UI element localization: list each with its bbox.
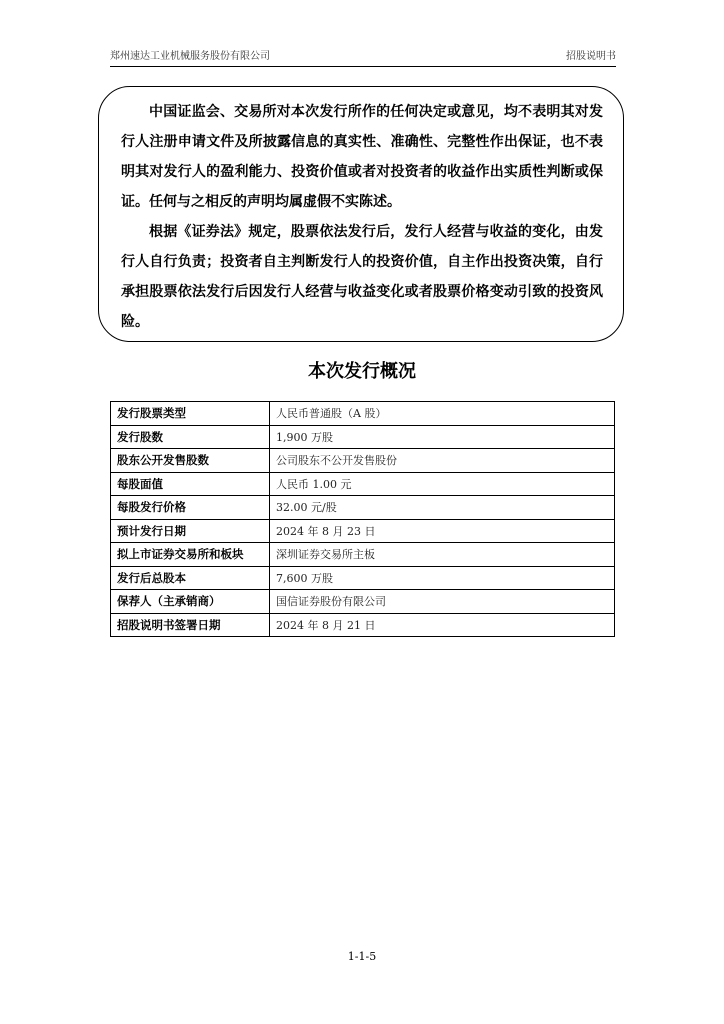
table-row: [111, 613, 615, 637]
row-value: 人民币 1.00 元: [270, 472, 615, 496]
row-label: 招股说明书签署日期: [111, 613, 270, 637]
row-label: 发行股数: [111, 425, 270, 449]
header-company-name: 郑州速达工业机械服务股份有限公司: [110, 51, 270, 62]
notice-paragraph: 中国证监会、交易所对本次发行所作的任何决定或意见，均不表明其对发行人注册申请文件及所披露信息的真实性、准确性、完整性作出保证，也不表明其对发行人的盈利能力、投资价值或者对投资者的收益作出实质性判断或保证。任何与之相反的声明均属虚假不实陈述。: [121, 104, 603, 210]
page-number: 1-1-5: [347, 950, 377, 963]
row-label: 发行股票类型: [111, 402, 270, 426]
row-value: 1,900 万股: [270, 425, 615, 449]
table-row: [111, 566, 615, 590]
row-value: 7,600 万股: [270, 566, 615, 590]
row-value: 国信证券股份有限公司: [270, 590, 615, 614]
row-label: 每股面值: [111, 472, 270, 496]
page-header: [110, 50, 616, 67]
row-label: 股东公开发售股数: [111, 449, 270, 473]
table-row: [111, 519, 615, 543]
notice-paragraph: 根据《证券法》规定，股票依法发行后，发行人经营与收益的变化，由发行人自行负责；投资者自主判断发行人的投资价值，自主作出投资决策，自行承担股票依法发行后因发行人经营与收益变化或者股票价格变动引致的投资风险。: [121, 224, 603, 330]
row-label: 预计发行日期: [111, 519, 270, 543]
row-label: 发行后总股本: [111, 566, 270, 590]
header-document-type: 招股说明书: [566, 51, 616, 62]
table-row: [111, 425, 615, 449]
section-title: 本次发行概况: [308, 361, 416, 382]
row-value: 公司股东不公开发售股份: [270, 449, 615, 473]
row-value: 2024 年 8 月 21 日: [270, 613, 615, 637]
row-label: 每股发行价格: [111, 496, 270, 520]
table-row: [111, 472, 615, 496]
row-value: 2024 年 8 月 23 日: [270, 519, 615, 543]
table-row: [111, 543, 615, 567]
table-row: [111, 590, 615, 614]
row-label: 拟上市证券交易所和板块: [111, 543, 270, 567]
row-label: 保荐人（主承销商）: [111, 590, 270, 614]
table-row: [111, 402, 615, 426]
row-value: 人民币普通股（A 股）: [270, 402, 615, 426]
table-row: [111, 496, 615, 520]
offering-overview-table: [110, 401, 615, 637]
regulatory-notice-box: [98, 86, 624, 342]
table-row: [111, 449, 615, 473]
row-value: 深圳证券交易所主板: [270, 543, 615, 567]
row-value: 32.00 元/股: [270, 496, 615, 520]
